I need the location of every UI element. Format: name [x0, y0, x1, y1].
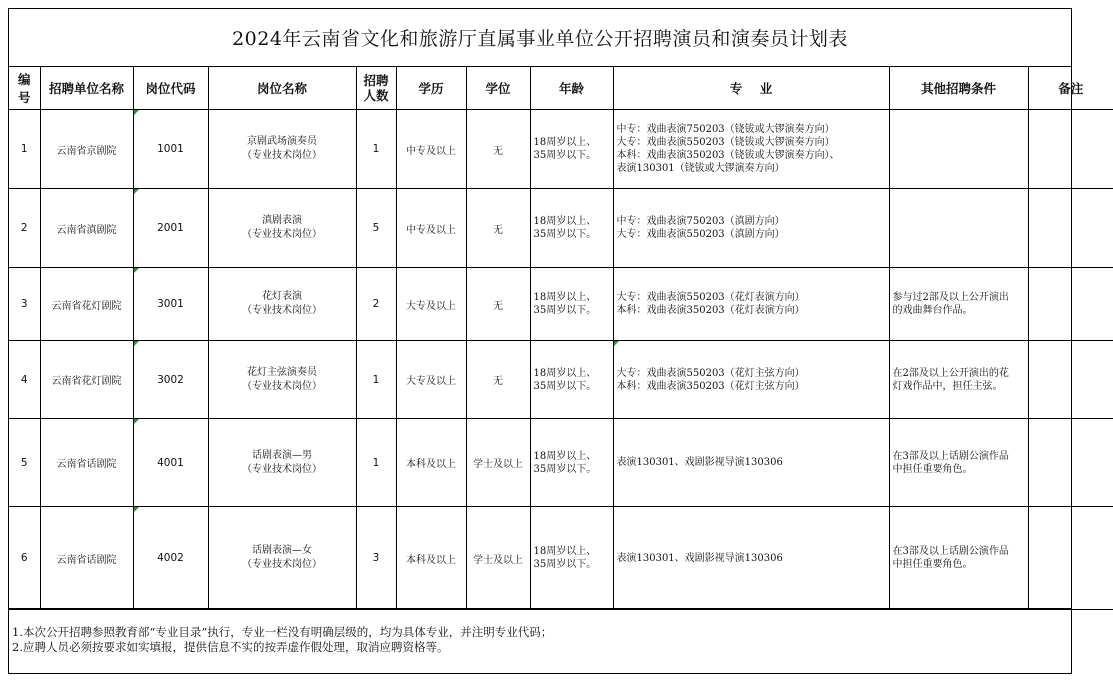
cell-education: 中专及以上: [396, 110, 466, 189]
cell-other-conditions: [889, 341, 1028, 419]
cell-position: [208, 341, 356, 419]
condition-line: 灯戏作品中，担任主弦。: [892, 380, 1003, 392]
position-name: 京剧武场演奏员: [247, 136, 317, 147]
table-body: [9, 110, 1113, 610]
cell-degree: 学士及以上: [466, 419, 530, 507]
cell-count: 5: [356, 189, 396, 268]
age-max: 35周岁以下。: [533, 380, 597, 392]
major-line: 大专：戏曲表演550203（铙钹或大锣演奏方向）: [616, 137, 835, 148]
major-line: 表演130301、戏剧影视导演130306: [616, 457, 783, 468]
cell-position: [208, 268, 356, 341]
cell-other-conditions: [889, 110, 1028, 189]
cell-degree: 无: [466, 110, 530, 189]
cell-code: 4002: [133, 507, 208, 610]
cell-education: 本科及以上: [396, 507, 466, 610]
position-type: （专业技术岗位）: [242, 305, 322, 316]
header-count: 招聘人数: [356, 67, 396, 110]
page-title: 2024年云南省文化和旅游厅直属事业单位公开招聘演员和演奏员计划表: [9, 9, 1071, 67]
age-max: 35周岁以下。: [533, 150, 597, 161]
cell-degree: 学士及以上: [466, 507, 530, 610]
cell-no: 3: [9, 268, 40, 341]
cell-age: [530, 419, 613, 507]
cell-major: [613, 419, 889, 507]
major-line: 大专：戏曲表演550203（花灯主弦方向）: [616, 367, 805, 379]
cell-other-conditions: [889, 507, 1028, 610]
recruitment-plan-sheet: [8, 8, 1084, 674]
cell-major: [613, 189, 889, 268]
condition-line: 中担任重要角色。: [892, 463, 973, 475]
header-major: 专 业: [613, 67, 889, 110]
position-type: （专业技术岗位）: [242, 559, 322, 570]
age-min: 18周岁以上、: [533, 367, 597, 379]
age-min: 18周岁以上、: [533, 292, 597, 303]
cell-unit: 云南省话剧院: [40, 419, 133, 507]
position-name: 话剧表演—女: [252, 545, 312, 556]
table-row: [9, 110, 1113, 189]
cell-degree: 无: [466, 189, 530, 268]
position-name: 花灯表演: [262, 291, 302, 302]
major-line: 中专：戏曲表演750203（铙钹或大锣演奏方向）: [616, 124, 835, 135]
major-line: 大专：戏曲表演550203（花灯表演方向）: [616, 292, 805, 303]
cell-no: 1: [9, 110, 40, 189]
cell-count: 3: [356, 507, 396, 610]
cell-remark: [1028, 507, 1113, 610]
major-line: 大专：戏曲表演550203（滇剧方向）: [616, 229, 785, 240]
cell-no: 2: [9, 189, 40, 268]
cell-no: 5: [9, 419, 40, 507]
table-header-row: [9, 67, 1113, 110]
condition-line: 在3部及以上话剧公演作品: [892, 450, 1009, 462]
cell-remark: [1028, 419, 1113, 507]
header-age: 年龄: [530, 67, 613, 110]
table-row: [9, 507, 1113, 610]
header-no: 编号: [9, 67, 40, 110]
header-code: 岗位代码: [133, 67, 208, 110]
cell-education: 中专及以上: [396, 189, 466, 268]
cell-unit: 云南省滇剧院: [40, 189, 133, 268]
cell-remark: [1028, 341, 1113, 419]
position-type: （专业技术岗位）: [242, 150, 322, 161]
cell-unit: 云南省花灯剧院: [40, 341, 133, 419]
position-type: （专业技术岗位）: [242, 380, 322, 392]
table-row: [9, 341, 1113, 419]
cell-age: [530, 507, 613, 610]
recruitment-table: [9, 67, 1113, 610]
cell-age: [530, 341, 613, 419]
position-name: 话剧表演—男: [252, 449, 312, 461]
age-max: 35周岁以下。: [533, 305, 597, 316]
cell-education: 大专及以上: [396, 268, 466, 341]
header-education: 学历: [396, 67, 466, 110]
cell-count: 2: [356, 268, 396, 341]
age-max: 35周岁以下。: [533, 559, 597, 570]
condition-line: 中担任重要角色。: [892, 559, 973, 570]
position-name: 滇剧表演: [262, 215, 302, 226]
cell-major: [613, 507, 889, 610]
condition-line: 的戏曲舞台作品。: [892, 305, 973, 316]
header-other-conditions: 其他招聘条件: [889, 67, 1028, 110]
cell-age: [530, 189, 613, 268]
age-min: 18周岁以上、: [533, 546, 597, 557]
cell-major: [613, 341, 889, 419]
table-row: [9, 189, 1113, 268]
cell-other-conditions: [889, 268, 1028, 341]
major-line: 中专：戏曲表演750203（滇剧方向）: [616, 216, 785, 227]
header-degree: 学位: [466, 67, 530, 110]
age-max: 35周岁以下。: [533, 463, 597, 475]
cell-count: 1: [356, 419, 396, 507]
cell-major: [613, 110, 889, 189]
footnote-2: 2.应聘人员必须按要求如实填报，提供信息不实的按弄虚作假处理，取消应聘资格等。: [12, 640, 449, 654]
cell-code: 3001: [133, 268, 208, 341]
table-row: [9, 268, 1113, 341]
cell-remark: [1028, 268, 1113, 341]
major-line: 本科：戏曲表演350203（铙钹或大锣演奏方向）、: [616, 150, 840, 161]
cell-count: 1: [356, 110, 396, 189]
cell-other-conditions: [889, 189, 1028, 268]
cell-unit: 云南省京剧院: [40, 110, 133, 189]
cell-position: [208, 419, 356, 507]
cell-no: 6: [9, 507, 40, 610]
cell-remark: [1028, 110, 1113, 189]
cell-degree: 无: [466, 341, 530, 419]
footnote-1: 1.本次公开招聘参照教育部“专业目录”执行，专业一栏没有明确层级的，均为具体专业，并注明专业代码；: [12, 625, 553, 639]
cell-unit: 云南省花灯剧院: [40, 268, 133, 341]
footnotes: [9, 608, 1071, 673]
cell-education: 本科及以上: [396, 419, 466, 507]
cell-position: [208, 507, 356, 610]
age-max: 35周岁以下。: [533, 229, 597, 240]
cell-remark: [1028, 189, 1113, 268]
age-min: 18周岁以上、: [533, 216, 597, 227]
cell-count: 1: [356, 341, 396, 419]
cell-education: 大专及以上: [396, 341, 466, 419]
position-type: （专业技术岗位）: [242, 229, 322, 240]
cell-major: [613, 268, 889, 341]
header-position: 岗位名称: [208, 67, 356, 110]
cell-position: [208, 110, 356, 189]
cell-code: 4001: [133, 419, 208, 507]
header-remark: 备注: [1028, 67, 1113, 110]
cell-other-conditions: [889, 419, 1028, 507]
cell-code: 3002: [133, 341, 208, 419]
cell-position: [208, 189, 356, 268]
position-name: 花灯主弦演奏员: [247, 366, 317, 378]
cell-unit: 云南省话剧院: [40, 507, 133, 610]
major-line: 本科：戏曲表演350203（花灯主弦方向）: [616, 380, 805, 392]
cell-no: 4: [9, 341, 40, 419]
age-min: 18周岁以上、: [533, 137, 597, 148]
condition-line: 在3部及以上话剧公演作品: [892, 546, 1009, 557]
age-min: 18周岁以上、: [533, 450, 597, 462]
major-line: 表演130301、戏剧影视导演130306: [616, 552, 783, 564]
cell-degree: 无: [466, 268, 530, 341]
condition-line: 在2部及以上公开演出的花: [892, 367, 1009, 379]
cell-code: 1001: [133, 110, 208, 189]
major-line: 本科：戏曲表演350203（花灯表演方向）: [616, 305, 805, 316]
position-type: （专业技术岗位）: [242, 463, 322, 475]
cell-age: [530, 110, 613, 189]
condition-line: 参与过2部及以上公开演出: [892, 292, 1009, 303]
cell-age: [530, 268, 613, 341]
major-line: 表演130301（铙钹或大锣演奏方向）: [616, 163, 785, 174]
cell-code: 2001: [133, 189, 208, 268]
header-unit: 招聘单位名称: [40, 67, 133, 110]
table-row: [9, 419, 1113, 507]
